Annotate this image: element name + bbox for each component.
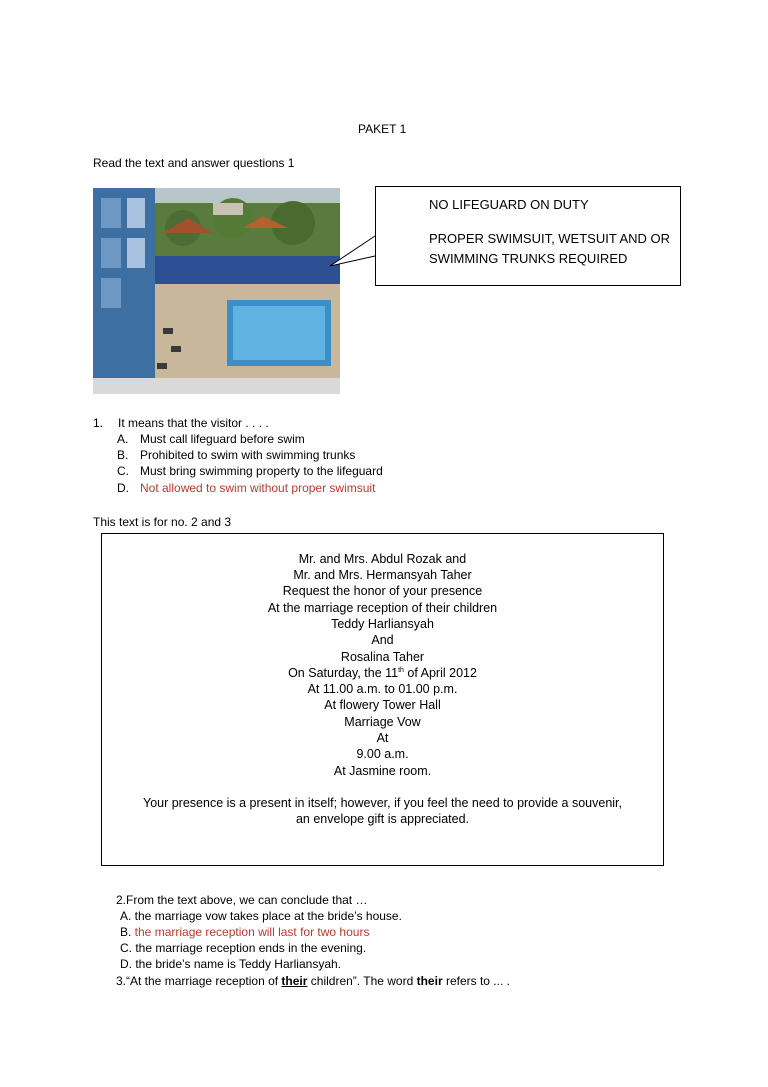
invite-line-3: Request the honor of your presence: [282, 584, 483, 598]
q3-part-2: children”. The word: [307, 974, 417, 988]
invite-line-2: Mr. and Mrs. Hermansyah Taher: [293, 568, 472, 582]
q1-option-a-letter: A.: [117, 432, 129, 446]
invite-vow: Marriage Vow: [344, 715, 421, 729]
invite-line-4: At the marriage reception of their children: [267, 601, 498, 615]
invite-venue: At flowery Tower Hall: [324, 698, 441, 712]
q1-option-c: Must bring swimming property to the lifeguard: [140, 464, 383, 478]
q2-option-a: [120, 909, 402, 923]
q2-option-a-text: the marriage vow takes place at the bride’s house.: [131, 909, 402, 923]
q1-option-c-letter: C.: [117, 464, 129, 478]
q2-option-b-letter: B.: [120, 925, 132, 939]
q2-option-b: [120, 925, 369, 939]
invite-closing-2: an envelope gift is appreciated.: [295, 812, 470, 826]
q2-option-d-letter: D.: [120, 957, 132, 971]
q2-option-d-text: the bride’s name is Teddy Harliansyah.: [132, 957, 342, 971]
q1-option-b: Prohibited to swim with swimming trunks: [140, 448, 356, 462]
invite-vow-time: 9.00 a.m.: [356, 747, 409, 761]
q3-part-3: refers to ... .: [442, 974, 510, 988]
q2-option-c: [120, 941, 366, 955]
invite-line-1: Mr. and Mrs. Abdul Rozak and: [298, 552, 467, 566]
sign-callout: [375, 186, 681, 286]
sign-line-3: SWIMMING TRUNKS REQUIRED: [429, 251, 628, 266]
invite-groom: Teddy Harliansyah: [331, 617, 434, 631]
q1-option-d: Not allowed to swim without proper swimsuit: [140, 481, 376, 495]
q2-option-c-text: the marriage reception ends in the evening.: [132, 941, 367, 955]
q3-their-bold: their: [416, 974, 443, 988]
page-title: PAKET 1: [358, 122, 407, 136]
q2-option-a-letter: A.: [120, 909, 132, 923]
invite-time: At 11.00 a.m. to 01.00 p.m.: [307, 682, 458, 696]
q1-option-a: Must call lifeguard before swim: [140, 432, 305, 446]
q1-number: 1.: [93, 416, 104, 430]
q3-their-underlined: their: [281, 974, 308, 988]
invite-date: [102, 666, 663, 680]
q1-option-d-letter: D.: [117, 481, 129, 495]
invite-vow-room: At Jasmine room.: [333, 764, 432, 778]
invite-and: And: [371, 633, 394, 647]
intro-instruction: Read the text and answer questions 1: [93, 156, 295, 170]
sign-line-2: PROPER SWIMSUIT, WETSUIT AND OR: [429, 231, 671, 246]
q3-part-1: 3.“At the marriage reception of: [116, 974, 282, 988]
invite-bride: Rosalina Taher: [340, 650, 425, 664]
q2-option-d: [120, 957, 341, 971]
question-3: [116, 974, 510, 988]
pool-photo: [93, 188, 340, 394]
q2-stem: 2.From the text above, we can conclude that …: [116, 893, 368, 907]
invite-date-suffix: of April 2012: [403, 666, 477, 680]
q1-stem: It means that the visitor . . . .: [118, 416, 269, 430]
q2-option-c-letter: C.: [120, 941, 132, 955]
invite-closing-1: Your presence is a present in itself; however, if you feel the need to provide a souvenir,: [143, 796, 622, 810]
sign-line-1: NO LIFEGUARD ON DUTY: [429, 197, 589, 212]
text-for-label: This text is for no. 2 and 3: [93, 515, 232, 529]
invitation-box: [101, 533, 664, 866]
invite-at: At: [376, 731, 389, 745]
invite-date-sup: th: [398, 666, 404, 674]
invite-date-prefix: On Saturday, the 11: [288, 666, 399, 680]
q1-option-b-letter: B.: [117, 448, 129, 462]
q2-option-b-text: the marriage reception will last for two hours: [131, 925, 370, 939]
